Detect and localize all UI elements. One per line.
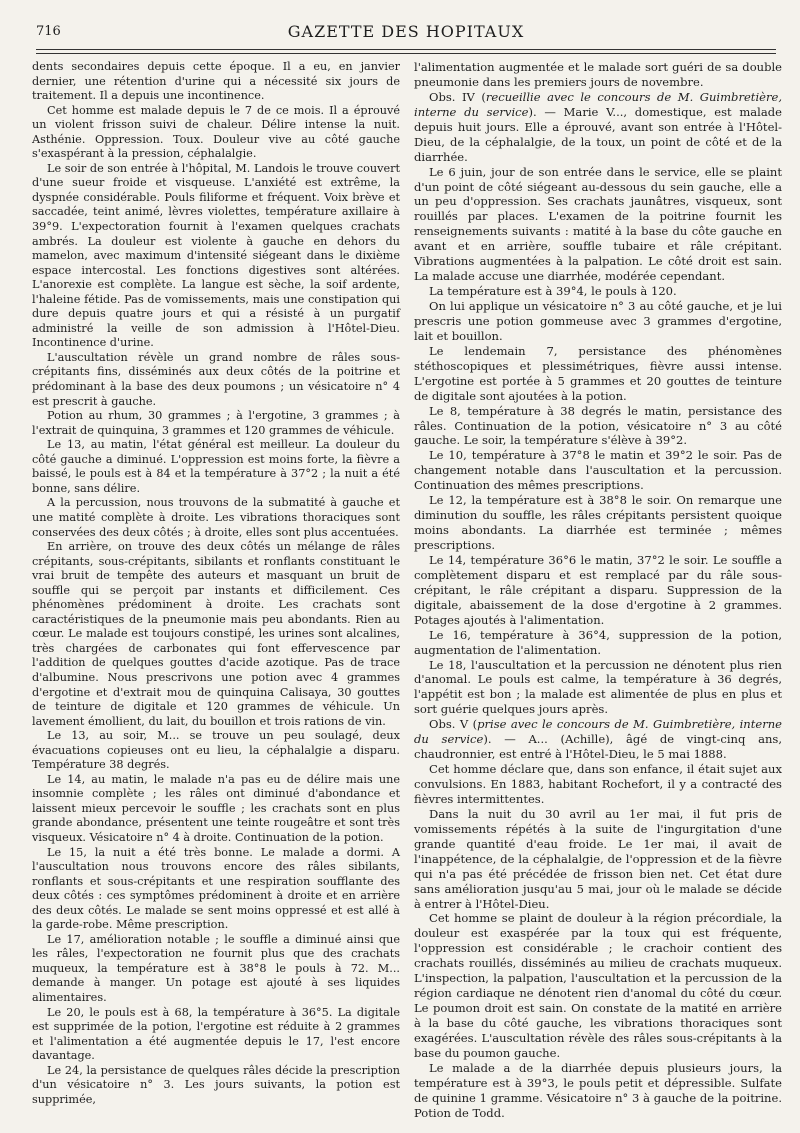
paragraph: Cet homme déclare que, dans son enfance, il était sujet aux convulsions. En 1883, habitant Rochefort, il y a contracté des fièvres intermittentes.: [414, 762, 782, 806]
header-rule-thin: [36, 53, 776, 54]
paragraph: Le 12, la température est à 38°8 le soir. On remarque une diminution du souffle, les râles crépitants persistent quoique moins abondants. La diarrhée est terminée ; mêmes prescriptions.: [414, 493, 782, 552]
paragraph: Le 16, température à 36°4, suppression de la potion, augmentation de l'alimentation.: [414, 627, 782, 657]
paragraph: Le 14, au matin, le malade n'a pas eu de délire mais une insomnie complète ; les râles ont diminué d'abondance et laissent mieux percevoir le souffle ; les crachats sont en plus grande abondance, présentent une teinte rougeâtre et sont très visqueux. Vésicatoire n° 4 à droite. Continuation de la potion.: [32, 772, 400, 844]
paragraph: L'auscultation révèle un grand nombre de râles sous-crépitants fins, disséminés aux deux côtés de la poitrine et prédominant à la base des deux poumons ; un vésicatoire n° 4 est prescrit à gauche.: [32, 350, 400, 408]
paragraph: Le 14, température 36°6 le matin, 37°2 le soir. Le souffle a complètement disparu et est remplacé par du râle sous-crépitant, le râle crépitant a disparu. Suppression de la digitale, abaissement de la dose d'ergotine à 2 grammes. Potages ajoutés à l'alimentation.: [414, 552, 782, 627]
paragraph: Le 13, au matin, l'état général est meilleur. La douleur du côté gauche a diminué. L'oppression est moins forte, la fièvre a baissé, le pouls est à 84 et la température à 37°2 ; la nuit a été bonne, sans délire.: [32, 438, 400, 495]
paragraph: Le lendemain 7, persistance des phénomènes stéthoscopiques et plessimétriques, fièvre aussi intense. L'ergotine est portée à 5 grammes et 20 gouttes de teinture de digitale sont ajoutées à la potion.: [414, 343, 782, 403]
paragraph: Le 10, température à 37°8 le matin et 39°2 le soir. Pas de changement notable dans l'auscultation et la percussion. Continuation des mêmes prescriptions.: [414, 448, 782, 493]
paragraph: Le 15, la nuit a été très bonne. Le malade a dormi. A l'auscultation nous trouvons encore des râles sibilants, ronflants et sous-crépitants et une respiration soufflante des deux côtés : ces symptômes prédominent à droite et en arrière des deux côtés. Le malade se sent moins oppressé et est allé à la garde-robe. Même prescription.: [32, 845, 400, 932]
obs-text: ). — A... (Achille), âgé de vingt-cinq ans, chaudronnier, est entré à l'Hôtel-Dieu, le 5 mai 1888.: [414, 732, 782, 762]
paragraph: Le 24, la persistance de quelques râles décide la prescription d'un vésicatoire n° 3. Les jours suivants, la potion est supprimée,: [32, 1063, 400, 1106]
page-number: 716: [36, 24, 61, 39]
paragraph: En arrière, on trouve des deux côtés un mélange de râles crépitants, sous-crépitants, sibilants et ronflants constituant le vrai bruit de tempête des auteurs et masquant un bruit de souffle qui se perçoit par instants et difficilement. Ces phénomènes prédominent à droite. Les crachats sont caractéristiques de la pneumonie mais peu abondants. Rien au cœur. Le malade est toujours constipé, les urines sont alcalines, très chargées de carbonates qui font effervescence par l'addition de quelques gouttes d'acide azotique. Pas de trace d'albumine. Nous prescrivons une potion avec 4 grammes d'ergotine et d'extrait mou de quinquina Calisaya, 30 gouttes de teinture de digitale et 120 grammes de véhicule. Un lavement émollient, du lait, du bouillon et trois rations de vin.: [32, 540, 400, 728]
right-column: [414, 60, 782, 1121]
paragraph: Le 13, au soir, M... se trouve un peu soulagé, deux évacuations copieuses ont eu lieu, la céphalalgie a disparu. Température 38 degrés.: [32, 729, 400, 772]
obs-text: ). — Marie V..., domestique, est malade depuis huit jours. Elle a éprouvé, avant son entrée à l'Hôtel-Dieu, de la céphalalgie, de la toux, un point de côté et de la diarrhée.: [414, 104, 782, 164]
paragraph: Le 20, le pouls est à 68, la température à 36°5. La digitale est supprimée de la potion, l'ergotine est réduite à 2 grammes et l'alimentation a été augmentée depuis le 17, l'est encore davantage.: [32, 1005, 400, 1063]
paragraph: Cet homme est malade depuis le 7 de ce mois. Il a éprouvé un violent frisson suivi de chaleur. Délire intense la nuit. Asthénie. Oppression. Toux. Douleur vive au côté gauche s'exaspérant à la pression, céphalalgie.: [32, 103, 400, 161]
paragraph: Le 18, l'auscultation et la percussion ne dénotent plus rien d'anomal. Le pouls est calme, la température à 36 degrés, l'appétit est bon ; la malade est alimentée de plus en plus et sort guérie quelques jours après.: [414, 657, 782, 717]
paragraph: Le 17, amélioration notable ; le souffle a diminué ainsi que les râles, l'expectoration ne fournit plus que des crachats muqueux, la température est à 38°8 le pouls à 72. M... demande à manger. Un potage est ajouté à ses liquides alimentaires.: [32, 932, 400, 1004]
paragraph: La température est à 39°4, le pouls à 120.: [429, 284, 677, 299]
paragraph: Le malade a de la diarrhée depuis plusieurs jours, la température est à 39°3, le pouls petit et dépressible. Sulfate de quinine 1 gramme. Vésicatoire n° 3 à gauche de la poitrine. Potion de Todd.: [414, 1060, 782, 1120]
paragraph: On lui applique un vésicatoire n° 3 au côté gauche, et je lui prescris une potion gommeuse avec 3 grammes d'ergotine, lait et bouillon.: [414, 299, 782, 343]
paragraph: Le 6 juin, jour de son entrée dans le service, elle se plaint d'un point de côté siégeant au-dessous du sein gauche, elle a un peu d'oppression. Ses crachats jaunâtres, visqueux, sont rouillés par places. L'examen de la poitrine fournit les renseignements suivants : matité à la base du côte gauche en avant et en arrière, souffle tubaire et râle crépitant. Vibrations augmentées à la palpation. Le côté droit est sain. La malade accuse une diarrhée, modérée cependant.: [414, 164, 782, 284]
obs-credit: recueillie avec le concours de M. Guimbretière, interne du service: [414, 89, 782, 119]
paragraph: Le 8, température à 38 degrés le matin, persistance des râles. Continuation de la potion, vésicatoire n° 3 au côté gauche. Le soir, la température s'élève à 39°2.: [414, 403, 782, 448]
obs-label: Obs. IV (: [429, 89, 486, 104]
obs-credit: prise avec le concours de M. Guimbretière, interne du service: [414, 717, 783, 747]
header-rule-thick: [36, 49, 776, 50]
paragraph: l'alimentation augmentée et le malade sort guéri de sa double pneumonie dans les premiers jours de novembre.: [414, 60, 782, 89]
paragraph: dents secondaires depuis cette époque. Il a eu, en janvier dernier, une rétention d'urine qui a nécessité six jours de traitement. Il a depuis une incontinence.: [32, 60, 400, 103]
paragraph: Dans la nuit du 30 avril au 1er mai, il fut pris de vomissements répétés à la suite de l'ingurgitation d'une grande quantité d'eau froide. Le 1er mai, il avait de l'inappétence, de la céphalalgie, de l'oppression et de la fièvre qui n'a pas été précédée de frisson bien net. Cet état dure sans amélioration jusqu'au 5 mai, jour où le malade se décide à entrer à l'Hôtel-Dieu.: [414, 806, 782, 911]
paragraph: Potion au rhum, 30 grammes ; à l'ergotine, 3 grammes ; à l'extrait de quinquina, 3 grammes et 120 grammes de véhicule.: [32, 409, 400, 437]
paragraph: Le soir de son entrée à l'hôpital, M. Landois le trouve couvert d'une sueur froide et visqueuse. L'anxiété est extrême, la dyspnée considérable. Pouls filiforme et fréquent. Voix brève et saccadée, teint animé, lèvres violettes, température axillaire à 39°9. L'expectoration fournit à l'examen quelques crachats ambrés. La douleur est violente à gauche en dehors du mamelon, avec maximum d'intensité siégeant dans le dixième espace intercostal. Les fonctions digestives sont altérées. L'anorexie est complète. La langue est sèche, la soif ardente, l'haleine fétide. Pas de vomissements, mais une constipation qui dure depuis quatre jours et qui a résisté à un purgatif administré la veille de son admission à l'Hôtel-Dieu. Incontinence d'urine.: [32, 161, 400, 350]
observation-5: [414, 717, 782, 762]
left-column: [32, 60, 400, 1107]
paragraph: A la percussion, nous trouvons de la submatité à gauche et une matité complète à droite. Les vibrations thoraciques sont conservées des deux côtés ; à droite, elles sont plus accentuées.: [32, 496, 400, 539]
observation-4: [414, 90, 782, 165]
journal-title: GAZETTE DES HOPITAUX: [287, 22, 525, 41]
obs-label: Obs. V (: [429, 717, 478, 732]
page-header: [36, 20, 776, 44]
paragraph: Cet homme se plaint de douleur à la région précordiale, la douleur est exaspérée par la toux qui est fréquente, l'oppression est considérable ; le crachoir contient des crachats rouillés, disséminés au milieu de crachats muqueux. L'inspection, la palpation, l'auscultation et la percussion de la région cardiaque ne dénotent rien d'anomal du côté du cœur. Le poumon droit est sain. On constate de la matité en arrière à la base du côté gauche, les vibrations thoraciques sont exagérées. L'auscultation révèle des râles sous-crépitants à la base du poumon gauche.: [414, 911, 782, 1060]
